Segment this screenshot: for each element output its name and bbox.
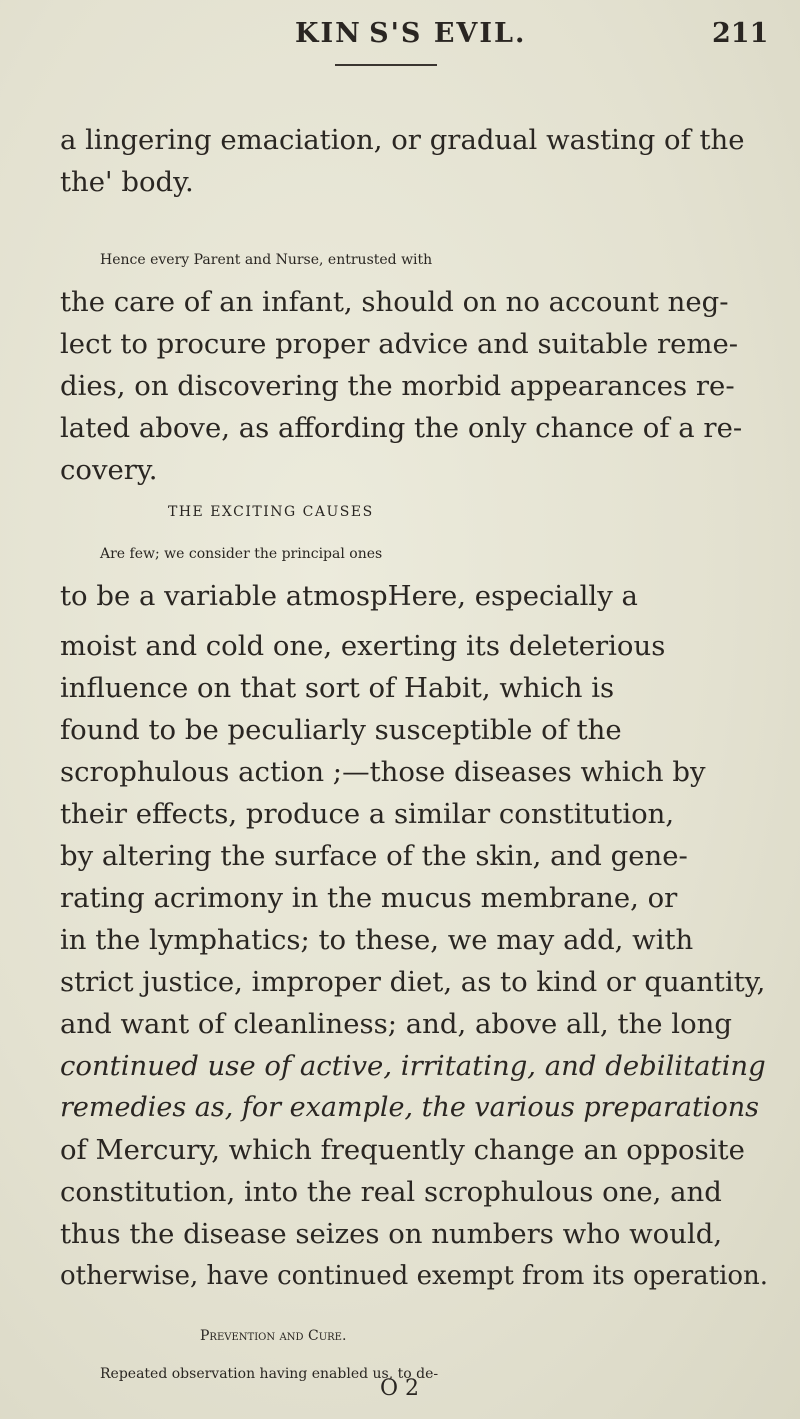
running-head-title: KIN S'S EVIL. (295, 18, 527, 49)
text-line: otherwise, have continued exempt from its operation. (60, 1261, 769, 1291)
head-rule (335, 64, 437, 66)
text-line: of Mercury, which frequently change an opposite (60, 1134, 745, 1166)
text-line: dies, on discovering the morbid appearances re- (60, 370, 735, 402)
text-line: to be a variable atmospHere, especially a (60, 580, 638, 612)
text-line: continued use of active, irritating, and debilitating (60, 1050, 766, 1082)
text-line: Are few; we consider the principal ones (100, 546, 383, 562)
section-heading: THE EXCITING CAUSES (168, 504, 374, 520)
text-line: the' body. (60, 166, 194, 198)
text-line: the care of an infant, should on no account neg- (60, 286, 729, 318)
text-line: Repeated observation having enabled us, to de- (100, 1366, 439, 1382)
text-line: scrophulous action ;—those diseases which by (60, 756, 706, 788)
text-line: by altering the surface of the skin, and gene- (60, 840, 688, 872)
text-line: a lingering emaciation, or gradual wasting of the (60, 124, 745, 156)
text-line: lated above, as affording the only chance of a re- (60, 412, 743, 444)
text-line: found to be peculiarly susceptible of the (60, 714, 622, 746)
text-line: rating acrimony in the mucus membrane, or (60, 882, 678, 914)
text-line: constitution, into the real scrophulous one, and (60, 1176, 722, 1208)
text-line: and want of cleanliness; and, above all, the long (60, 1008, 732, 1040)
text-line: moist and cold one, exerting its deleterious (60, 630, 666, 662)
running-head (0, 18, 800, 58)
text-line: covery. (60, 454, 158, 486)
text-line: thus the disease seizes on numbers who would, (60, 1218, 723, 1250)
text-line: in the lymphatics; to these, we may add, with (60, 924, 694, 956)
signature-mark: O 2 (380, 1376, 420, 1401)
text-line: lect to procure proper advice and suitable reme- (60, 328, 739, 360)
text-line: strict justice, improper diet, as to kind or quantity, (60, 966, 766, 998)
section-heading: Prevention and Cure. (200, 1328, 347, 1344)
text-line: Hence every Parent and Nurse, entrusted with (100, 252, 433, 268)
text-line: their effects, produce a similar constitution, (60, 798, 675, 830)
text-line: remedies as, for example, the various preparations (60, 1092, 759, 1123)
text-line: influence on that sort of Habit, which is (60, 672, 615, 704)
page-number: 211 (712, 18, 769, 49)
